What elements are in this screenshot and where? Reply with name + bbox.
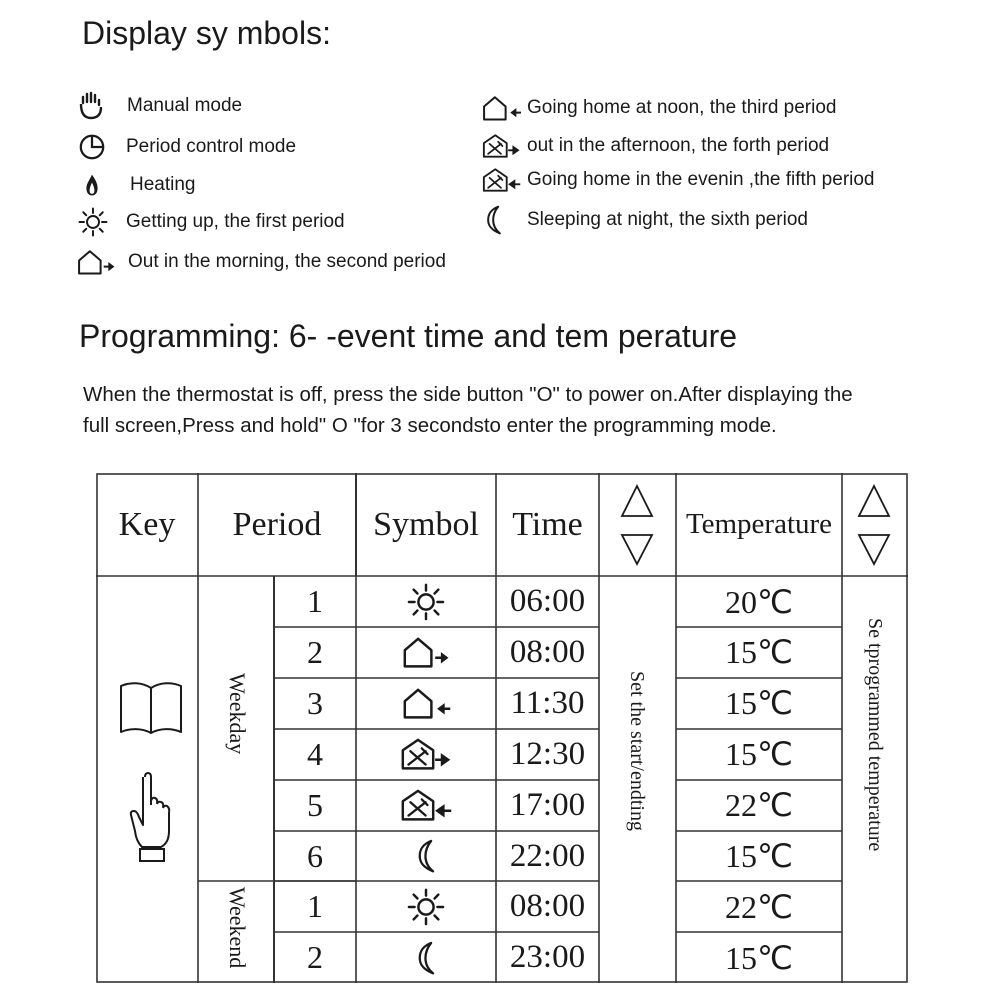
temperature-value: 15℃ — [725, 736, 793, 773]
moon-icon — [415, 941, 438, 975]
sun-icon — [407, 583, 445, 621]
triangle-up-icon — [859, 486, 889, 516]
temperature-value: 22℃ — [725, 787, 793, 824]
time-value: 08:00 — [509, 633, 586, 670]
legend-item-second-period — [76, 248, 446, 276]
legend-item-manual — [78, 91, 242, 121]
symbol-cell — [356, 678, 496, 729]
temperature-note: Se tprogrammed temperature — [864, 618, 886, 852]
programming-line-1: When the thermostat is off, press the side button "O" to power on.After displaying the — [83, 383, 853, 406]
legend-label: Going home in the evenin ,the fifth period — [527, 169, 875, 190]
time-value: 12:30 — [509, 735, 586, 772]
legend-label: Period control mode — [126, 136, 297, 157]
period-number: 1 — [307, 583, 323, 619]
legend-item-first-period — [78, 207, 345, 237]
period-number: 1 — [307, 888, 323, 925]
header-time: Time — [512, 505, 583, 543]
period-number: 5 — [307, 786, 323, 823]
symbol-cell — [356, 881, 496, 932]
time-adjust-arrows — [619, 483, 655, 567]
symbol-cell — [356, 576, 496, 627]
symbol-cell — [356, 831, 496, 882]
temperature-value: 15℃ — [725, 685, 793, 722]
legend-label: Manual mode — [127, 95, 243, 116]
legend-item-third-period — [481, 94, 836, 122]
programming-line-2: full screen,Press and hold" O "for 3 secondsto enter the programming mode. — [83, 414, 777, 437]
legend-item-fifth-period — [481, 167, 875, 193]
temp-adjust-arrows — [856, 483, 892, 567]
period-number: 3 — [307, 684, 323, 721]
triangle-down-icon — [859, 535, 889, 564]
house-arrow-in-icon — [401, 686, 450, 720]
legend-item-period-control — [78, 133, 296, 161]
header-period: Period — [232, 505, 322, 543]
legend-label: Heating — [130, 174, 196, 195]
legend-label: Going home at noon, the third period — [527, 97, 837, 118]
period-number: 2 — [307, 633, 323, 670]
period-number: 2 — [307, 939, 323, 976]
legend-item-heating — [84, 172, 196, 198]
moon-icon — [484, 204, 504, 236]
triangle-up-icon — [622, 486, 652, 516]
moon-icon — [415, 839, 438, 873]
book-icon — [118, 678, 184, 736]
cutlery-house-out-icon — [399, 737, 452, 771]
cutlery-house-out-icon — [481, 133, 521, 159]
time-value: 06:00 — [509, 583, 586, 619]
triangle-down-icon — [622, 535, 652, 564]
time-value: 23:00 — [509, 939, 586, 976]
symbol-cell — [356, 729, 496, 780]
house-arrow-in-icon — [481, 94, 521, 122]
time-value: 11:30 — [510, 684, 585, 721]
legend-item-forth-period — [481, 133, 829, 159]
program-table — [96, 473, 908, 983]
time-value: 08:00 — [509, 888, 586, 925]
temperature-value: 15℃ — [725, 939, 793, 976]
symbol-cell — [356, 932, 496, 983]
programming-title: Programming: 6- -event time and tem perature — [79, 318, 738, 354]
cutlery-house-in-icon — [399, 788, 452, 822]
header-key: Key — [118, 505, 176, 543]
sun-icon — [78, 207, 108, 237]
house-arrow-out-icon — [76, 248, 116, 276]
weekend-label: Weekend — [225, 887, 250, 969]
display-symbols-title: Display sy mbols: — [82, 15, 331, 51]
clock-icon — [78, 133, 106, 161]
legend-label: Out in the morning, the second period — [128, 251, 446, 272]
pointing-hand-icon — [128, 771, 172, 865]
time-value: 17:00 — [509, 786, 586, 823]
weekday-label: Weekday — [225, 673, 250, 755]
legend-item-sixth-period — [484, 204, 808, 236]
time-value: 22:00 — [509, 837, 586, 874]
temperature-value: 22℃ — [725, 888, 793, 925]
temperature-value: 15℃ — [725, 634, 793, 671]
header-temperature: Temperature — [685, 508, 833, 540]
sun-icon — [407, 888, 445, 926]
header-symbol: Symbol — [373, 505, 479, 543]
hand-icon — [78, 91, 104, 121]
symbol-cell — [356, 780, 496, 831]
house-arrow-out-icon — [401, 635, 450, 669]
time-note: Set the start/endting — [626, 671, 648, 831]
period-number: 6 — [307, 837, 323, 874]
flame-icon — [84, 172, 100, 198]
cutlery-house-in-icon — [481, 167, 521, 193]
legend-label: Sleeping at night, the sixth period — [527, 209, 808, 230]
temperature-value: 20℃ — [725, 583, 793, 620]
legend-label: Getting up, the first period — [126, 211, 345, 232]
period-number: 4 — [307, 735, 323, 772]
symbol-cell — [356, 627, 496, 678]
legend-label: out in the afternoon, the forth period — [527, 135, 830, 156]
temperature-value: 15℃ — [725, 838, 793, 874]
